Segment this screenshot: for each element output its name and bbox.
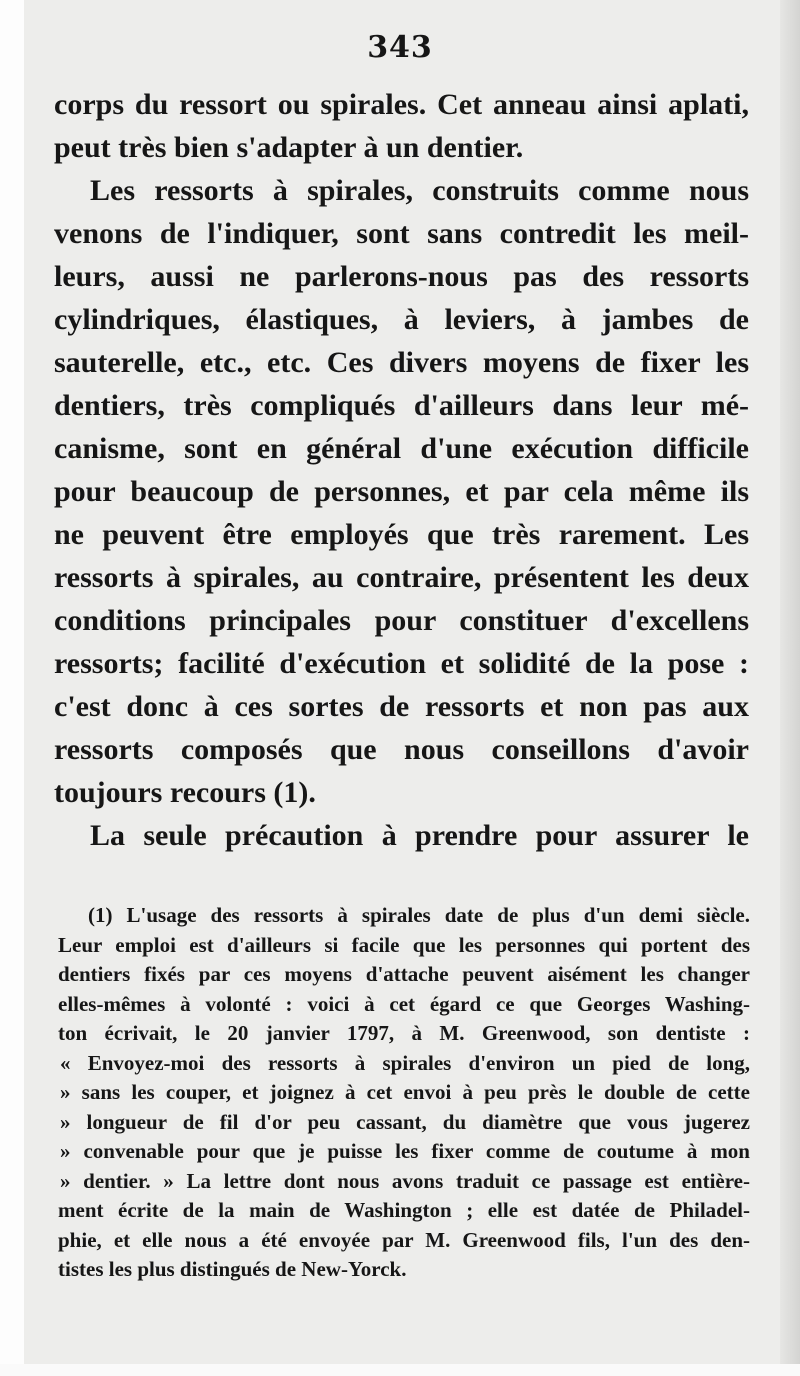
text-line: leurs, aussi ne parlerons-nous pas des ressorts	[54, 260, 749, 293]
page-edge	[780, 0, 800, 1376]
text-line: peut très bien s'adapter à un dentier.	[54, 131, 524, 164]
text-line: conditions principales pour constituer d'excellens	[54, 604, 749, 637]
text-line: toujours recours (1).	[54, 776, 316, 809]
footnote-line: (1) L'usage des ressorts à spirales date de plus d'un demi siècle.	[88, 903, 750, 927]
text-line: pour beaucoup de personnes, et par cela même ils	[54, 475, 749, 508]
scan-margin	[0, 0, 24, 1376]
text-line: canisme, sont en général d'une exécution difficile	[54, 432, 749, 465]
text-line: ressorts composés que nous conseillons d'avoir	[54, 733, 749, 766]
footnote-line: » convenable pour que je puisse les fixer comme de coutume à mon	[60, 1139, 750, 1163]
footnote	[58, 901, 750, 1285]
text-line: sauterelle, etc., etc. Ces divers moyens de fixer les	[54, 346, 749, 379]
text-line: ressorts à spirales, au contraire, présentent les deux	[54, 561, 749, 594]
text-line: Les ressorts à spirales, construits comme nous	[90, 174, 749, 207]
main-text	[54, 83, 749, 857]
footnote-line: dentiers fixés par ces moyens d'attache peuvent aisément les changer	[58, 962, 750, 986]
footnote-line: ton écrivait, le 20 janvier 1797, à M. Greenwood, son dentiste :	[58, 1021, 750, 1045]
scan-bottom-margin	[0, 1364, 800, 1376]
footnote-line: Leur emploi est d'ailleurs si facile que les personnes qui portent des	[58, 932, 750, 957]
text-line: dentiers, très compliqués d'ailleurs dans leur mé-	[54, 389, 749, 422]
footnote-line: » sans les couper, et joignez à cet envoi à peu près le double de cette	[60, 1080, 750, 1104]
footnote-line: phie, et elle nous a été envoyée par M. Greenwood fils, l'un des den-	[58, 1227, 750, 1252]
footnote-line: « Envoyez-moi des ressorts à spirales d'environ un pied de long,	[60, 1050, 750, 1075]
text-line: corps du ressort ou spirales. Cet anneau ainsi aplati,	[54, 88, 749, 121]
footnote-line: elles-mêmes à volonté : voici à cet égard ce que Georges Washing-	[58, 991, 750, 1016]
footnote-line: tistes les plus distingués de New-Yorck.	[58, 1257, 407, 1281]
text-line: ne peuvent être employés que très rarement. Les	[54, 518, 749, 551]
footnote-line: » longueur de fil d'or peu cassant, du diamètre que vous jugerez	[60, 1109, 750, 1134]
text-line: cylindriques, élastiques, à leviers, à jambes de	[54, 303, 749, 336]
text-line: La seule précaution à prendre pour assurer le	[90, 819, 749, 852]
text-line: venons de l'indiquer, sont sans contredit les meil-	[54, 217, 749, 250]
page-number: 343	[367, 30, 433, 65]
footnote-line: ment écrite de la main de Washington ; elle est datée de Philadel-	[58, 1198, 750, 1222]
text-line: ressorts; facilité d'exécution et solidité de la pose :	[54, 647, 749, 680]
footnote-line: » dentier. » La lettre dont nous avons traduit ce passage est entière-	[60, 1168, 750, 1193]
text-line: c'est donc à ces sortes de ressorts et non pas aux	[54, 690, 749, 723]
